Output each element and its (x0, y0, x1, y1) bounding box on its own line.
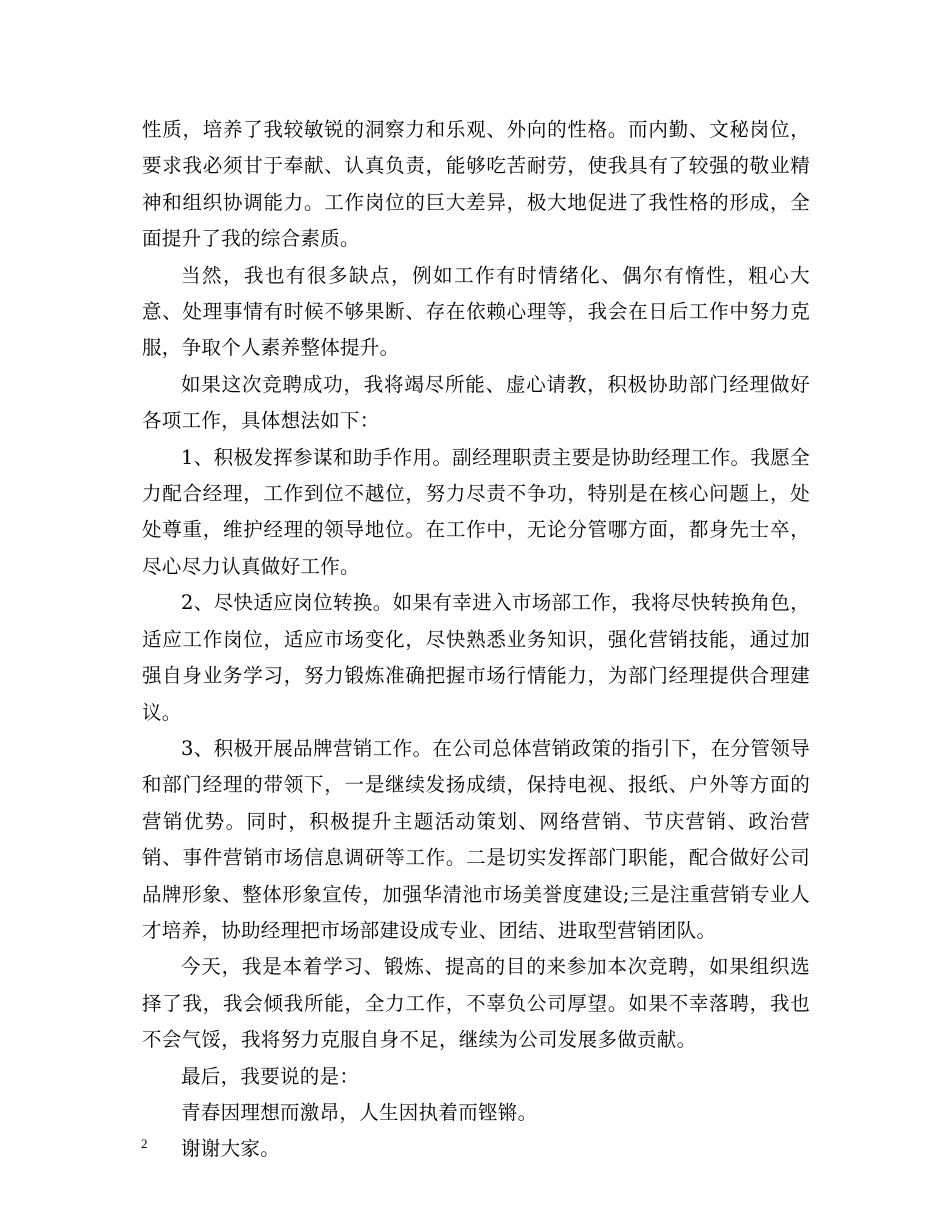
page-number: 2 (141, 1136, 148, 1151)
paragraph: 青春因理想而激昂，人生因执着而铿锵。 (181, 1100, 538, 1124)
paragraph: 1、积极发挥参谋和助手作用。副经理职责主要是协助经理工作。我愿全力配合经理，工作到位不越位，努力尽责不争功，特别是在核心问题上，处处尊重，维护经理的领导地位。在工作中，无论分管哪方面，都身先士卒，尽心尽力认真做好工作。 (142, 445, 810, 578)
paragraph: 当然，我也有很多缺点，例如工作有时情绪化、偶尔有惰性，粗心大意、处理事情有时候不够果断、存在依赖心理等，我会在日后工作中努力克服，争取个人素养整体提升。 (142, 263, 810, 360)
paragraph: 2、尽快适应岗位转换。如果有幸进入市场部工作，我将尽快转换角色，适应工作岗位，适应市场变化，尽快熟悉业务知识，强化营销技能，通过加强自身业务学习，努力锻炼准确把握市场行情能力，为部门经理提供合理建议。 (142, 591, 810, 724)
paragraph: 今天，我是本着学习、锻炼、提高的目的来参加本次竞聘，如果组织选择了我，我会倾我所能，全力工作，不辜负公司厚望。如果不幸落聘，我也不会气馁，我将努力克服自身不足，继续为公司发展多做贡献。 (142, 955, 810, 1052)
paragraph: 性质，培养了我较敏锐的洞察力和乐观、外向的性格。而内勤、文秘岗位，要求我必须甘于奉献、认真负责，能够吃苦耐劳，使我具有了较强的敬业精神和组织协调能力。工作岗位的巨大差异，极大地促进了我性格的形成，全面提升了我的综合素质。 (142, 118, 810, 251)
paragraph: 3、积极开展品牌营销工作。在公司总体营销政策的指引下，在分管领导和部门经理的带领下，一是继续发扬成绩，保持电视、报纸、户外等方面的营销优势。同时，积极提升主题活动策划、网络营销、节庆营销、政治营销、事件营销市场信息调研等工作。二是切实发挥部门职能，配合做好公司品牌形象、整体形象宣传，加强华清池市场美誉度建设;三是注重营销专业人才培养，协助经理把市场部建设成专业、团结、进取型营销团队。 (142, 736, 810, 942)
paragraph: 最后，我要说的是： (181, 1064, 360, 1088)
paragraph: 谢谢大家。 (181, 1137, 281, 1161)
document-body (142, 112, 810, 1168)
paragraph: 如果这次竞聘成功，我将竭尽所能、虚心请教，积极协助部门经理做好各项工作，具体想法如下： (142, 372, 810, 433)
